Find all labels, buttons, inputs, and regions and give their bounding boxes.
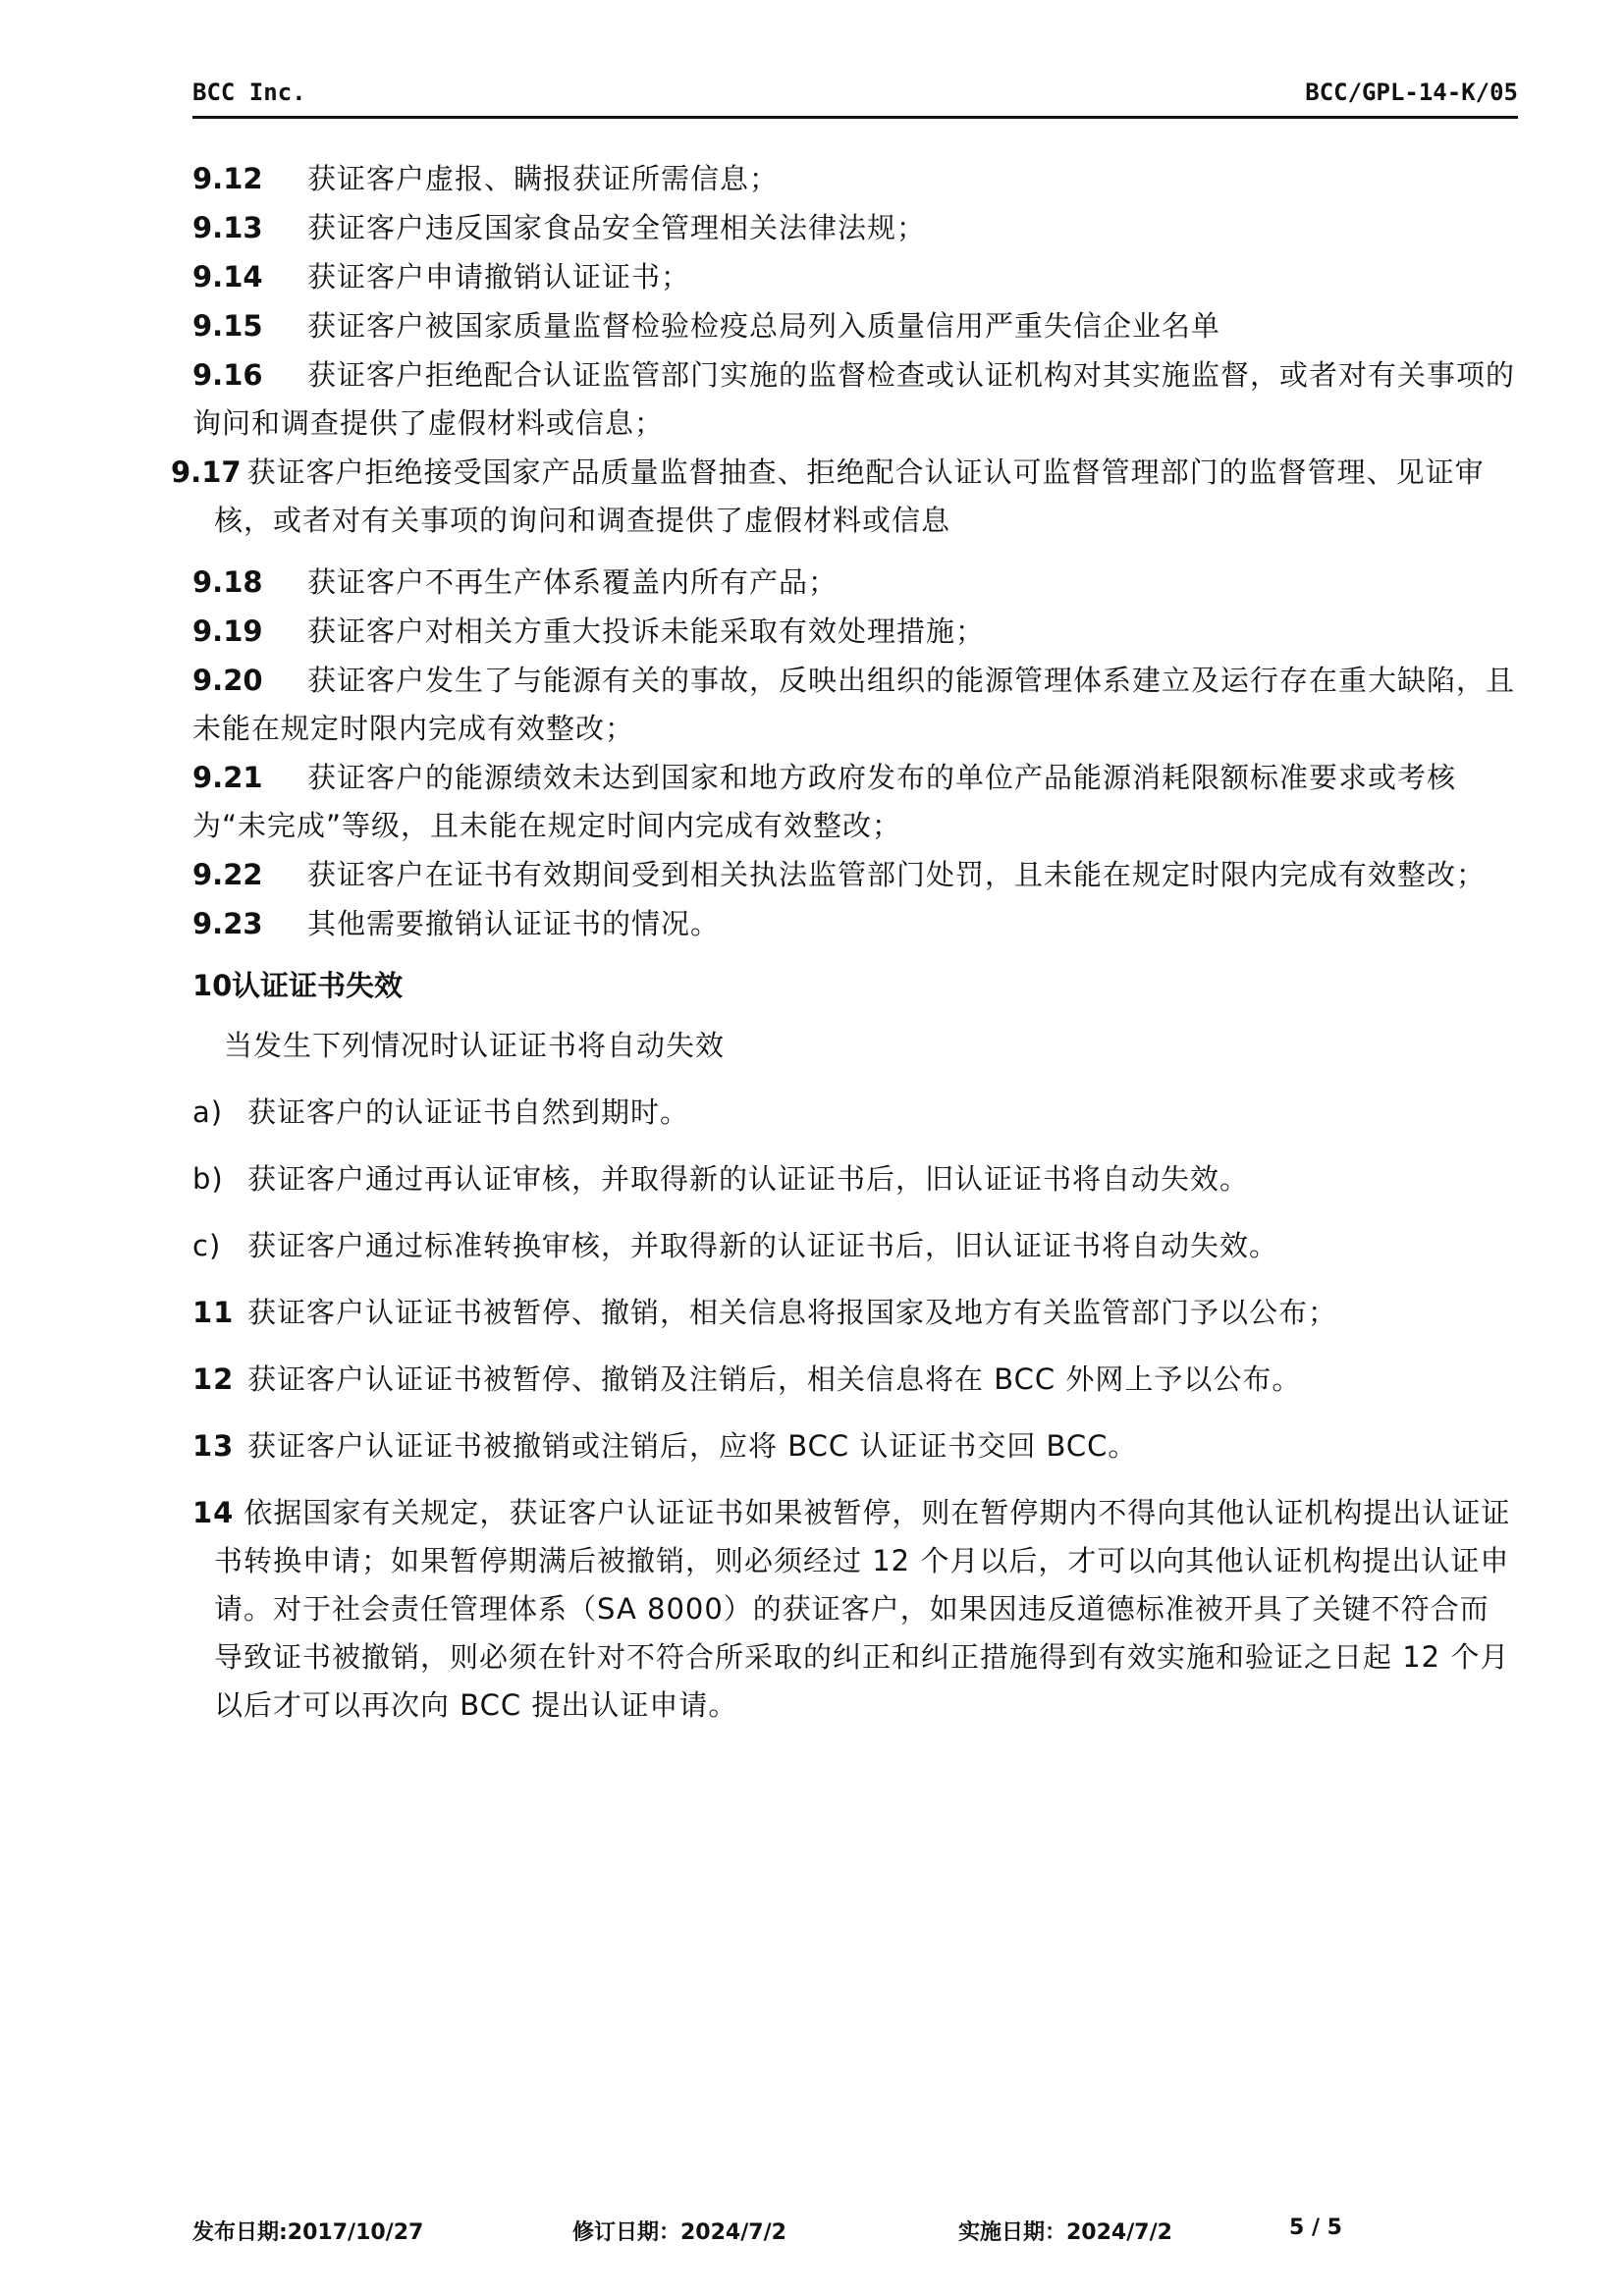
clause-9-19: 9.19 获证客户对相关方重大投诉未能采取有效处理措施； (192, 614, 986, 648)
section-10-item-b: b) 获证客户通过再认证审核，并取得新的认证证书后，旧认证证书将自动失效。 (192, 1162, 1250, 1196)
clause-9-21: 9.21 获证客户的能源绩效未达到国家和地方政府发布的单位产品能源消耗限额标准要求或考核为“未完成”等级，且未能在规定时间内完成有效整改； (192, 761, 1457, 842)
clause-9-13: 9.13 获证客户违反国家食品安全管理相关法律法规； (192, 211, 927, 244)
section-10-title: 10认证证书失效 (192, 969, 404, 1002)
clause-9-12: 9.12 获证客户虚报、瞒报获证所需信息； (192, 162, 780, 195)
clause-9-17: 9.17 获证客户拒绝接受国家产品质量监督抽查、拒绝配合认证认可监督管理部门的监督管理、见证审核，或者对有关事项的询问和调查提供了虚假材料或信息 (171, 455, 1485, 537)
clause-9-15: 9.15 获证客户被国家质量监督检验检疫总局列入质量信用严重失信企业名单 (192, 309, 1221, 343)
section-10-item-a: a) 获证客户的认证证书自然到期时。 (192, 1095, 690, 1129)
issue-date: 发布日期:2017/10/27 (192, 2220, 424, 2245)
page-header (192, 77, 1518, 119)
clause-13: 13 获证客户认证证书被撤销或注销后，应将 BCC 认证证书交回 BCC。 (192, 1429, 1138, 1463)
clause-9-16: 9.16 获证客户拒绝配合认证监管部门实施的监督检查或认证机构对其实施监督，或者对有关事项的询问和调查提供了虚假材料或信息； (192, 358, 1516, 440)
clause-9-20: 9.20 获证客户发生了与能源有关的事故，反映出组织的能源管理体系建立及运行存在重大缺陷，且未能在规定时限内完成有效整改； (192, 664, 1516, 745)
clause-9-23: 9.23 其他需要撤销认证证书的情况。 (192, 907, 721, 940)
company-name: BCC Inc. (192, 79, 306, 106)
section-10-intro: 当发生下列情况时认证证书将自动失效 (224, 1029, 726, 1062)
clause-9-14: 9.14 获证客户申请撤销认证证书； (192, 260, 691, 294)
clause-9-18: 9.18 获证客户不再生产体系覆盖内所有产品； (192, 565, 839, 599)
clause-14: 14 依据国家有关规定，获证客户认证证书如果被暂停，则在暂停期内不得向其他认证机构提出认证证书转换申请；如果暂停期满后被撤销，则必须经过 12 个月以后，才可以向其他认证机构提出认证申请。对于社会责任管理体系（SA 8000）的获证客户，如果因违反道德标准被开具了关键不符合而导致证书被撤销，则必须在针对不符合所采取的纠正和纠正措施得到有效实施和验证之日起 12 个月以后才可以再次向 BCC 提出认证申请。 (192, 1496, 1511, 1722)
page-number: 5 / 5 (1289, 2216, 1342, 2240)
revision-date: 修订日期：2024/7/2 (572, 2220, 786, 2245)
section-10-item-c: c) 获证客户通过标准转换审核，并取得新的认证证书后，旧认证证书将自动失效。 (192, 1229, 1279, 1262)
clause-12: 12 获证客户认证证书被暂停、撤销及注销后，相关信息将在 BCC 外网上予以公布。 (192, 1362, 1302, 1396)
effective-date: 实施日期：2024/7/2 (958, 2220, 1172, 2245)
clause-11: 11 获证客户认证证书被暂停、撤销，相关信息将报国家及地方有关监管部门予以公布； (192, 1296, 1338, 1329)
document-code: BCC/GPL-14-K/05 (1305, 79, 1518, 106)
clause-9-22: 9.22 获证客户在证书有效期间受到相关执法监管部门处罚，且未能在规定时限内完成有效整改； (192, 858, 1487, 891)
document-body (171, 155, 1518, 1730)
